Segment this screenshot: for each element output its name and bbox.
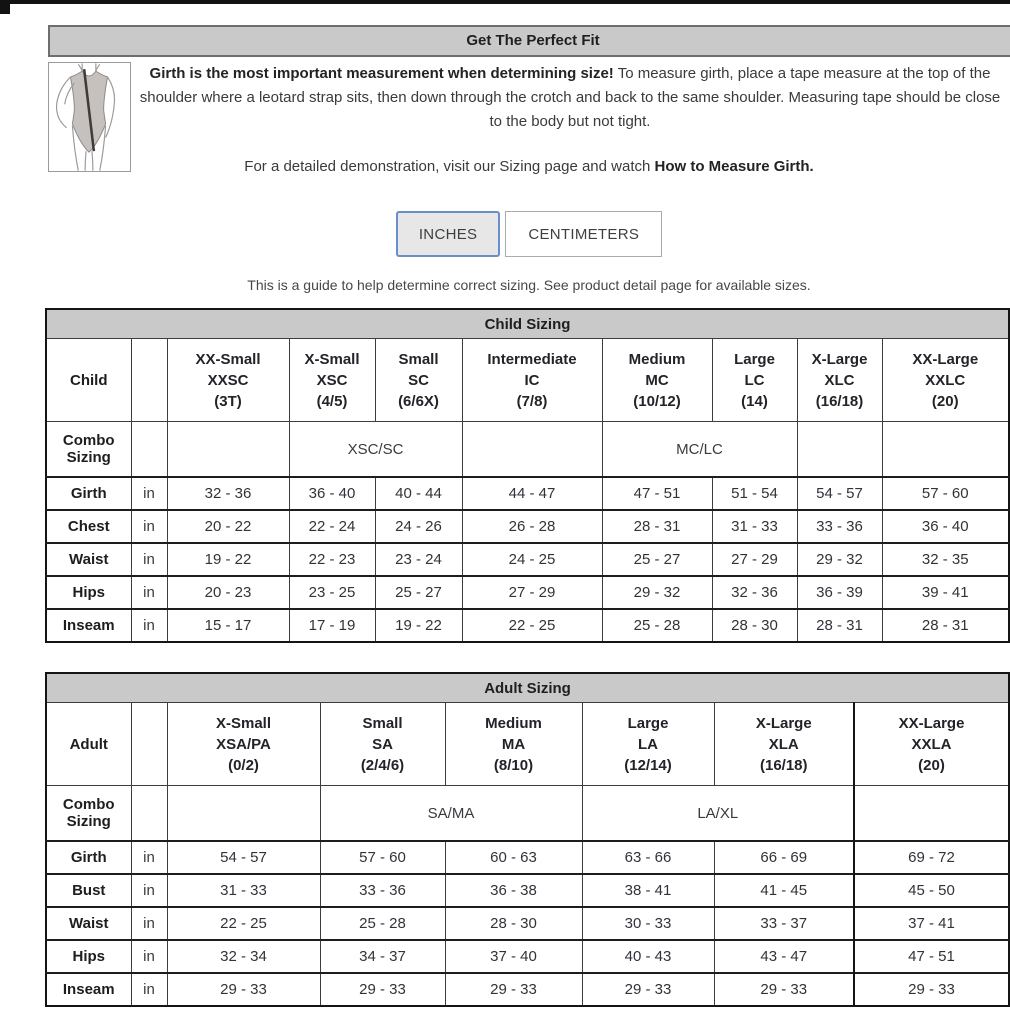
measurement-row — [46, 841, 1009, 874]
measurement-value: 28 - 30 — [712, 609, 797, 642]
measurement-value: 32 - 36 — [712, 576, 797, 609]
measurement-value: 23 - 24 — [375, 543, 462, 576]
demo-instructions — [48, 158, 1010, 175]
measurement-value: 45 - 50 — [854, 874, 1009, 907]
measurement-value: 33 - 37 — [714, 907, 854, 940]
combo-sizing-row — [46, 786, 1009, 842]
size-column-header — [602, 339, 712, 422]
measurement-unit: in — [131, 841, 167, 874]
measurement-unit: in — [131, 543, 167, 576]
size-numeric: (6/6X) — [398, 392, 439, 410]
size-numeric: (20) — [918, 756, 945, 774]
measurement-value: 31 - 33 — [167, 874, 320, 907]
page-title: Get The Perfect Fit — [48, 25, 1010, 57]
measurement-value: 37 - 41 — [854, 907, 1009, 940]
size-code: SA — [372, 735, 393, 753]
child-sizing-table — [45, 308, 1010, 643]
measurement-value: 41 - 45 — [714, 874, 854, 907]
size-name: Small — [362, 714, 403, 732]
measurement-label: Hips — [46, 940, 131, 973]
measurement-value: 37 - 40 — [445, 940, 582, 973]
combo-unit-cell — [131, 422, 167, 478]
measurement-value: 29 - 32 — [797, 543, 882, 576]
demo-instructions-text: For a detailed demonstration, visit our Sizing page and watch — [244, 158, 651, 175]
measurement-label: Hips — [46, 576, 131, 609]
size-code: XXLC — [925, 371, 966, 389]
size-code: XLA — [768, 735, 799, 753]
size-name: XX-Large — [912, 350, 979, 368]
measurement-value: 24 - 25 — [462, 543, 602, 576]
combo-cell: LA/XL — [582, 786, 854, 842]
unit-header-cell — [131, 339, 167, 422]
measurement-value: 22 - 25 — [167, 907, 320, 940]
measurement-value: 33 - 36 — [320, 874, 445, 907]
measurement-value: 17 - 19 — [289, 609, 375, 642]
measurement-value: 32 - 36 — [167, 477, 289, 510]
size-name: X-Large — [811, 350, 868, 368]
measurement-value: 36 - 40 — [882, 510, 1009, 543]
size-name: Small — [398, 350, 439, 368]
size-code: LC — [744, 371, 765, 389]
measurement-value: 29 - 33 — [714, 973, 854, 1006]
girth-instructions-lead: Girth is the most important measurement when determining size! — [149, 65, 614, 82]
size-column-header — [167, 339, 289, 422]
measurement-label: Inseam — [46, 973, 131, 1006]
measurement-value: 29 - 33 — [167, 973, 320, 1006]
measurement-value: 69 - 72 — [854, 841, 1009, 874]
girth-illustration-frame — [48, 62, 131, 172]
measurement-row — [46, 907, 1009, 940]
size-name: Large — [627, 714, 669, 732]
size-column-header — [854, 703, 1009, 786]
size-numeric: (8/10) — [493, 756, 534, 774]
measurement-value: 40 - 44 — [375, 477, 462, 510]
measurement-value: 44 - 47 — [462, 477, 602, 510]
size-name: Large — [734, 350, 775, 368]
size-code: MC — [645, 371, 669, 389]
measurement-row — [46, 973, 1009, 1006]
combo-cell: XSC/SC — [289, 422, 462, 478]
measurement-value: 22 - 25 — [462, 609, 602, 642]
size-column-header — [882, 339, 1009, 422]
size-numeric: (16/18) — [759, 756, 808, 774]
measurement-value: 47 - 51 — [854, 940, 1009, 973]
size-numeric: (16/18) — [815, 392, 864, 410]
combo-cell — [167, 422, 289, 478]
measurement-value: 32 - 34 — [167, 940, 320, 973]
measurement-unit: in — [131, 576, 167, 609]
size-numeric: (0/2) — [228, 756, 259, 774]
measurement-value: 20 - 23 — [167, 576, 289, 609]
table-title: Child Sizing — [46, 309, 1009, 339]
size-column-header — [582, 703, 714, 786]
measurement-value: 36 - 39 — [797, 576, 882, 609]
measurement-value: 34 - 37 — [320, 940, 445, 973]
size-name: Medium — [485, 714, 542, 732]
measurement-value: 15 - 17 — [167, 609, 289, 642]
size-numeric: (10/12) — [633, 392, 681, 410]
measurement-value: 25 - 27 — [375, 576, 462, 609]
measurement-value: 29 - 33 — [445, 973, 582, 1006]
measurement-value: 28 - 31 — [882, 609, 1009, 642]
measurement-value: 27 - 29 — [462, 576, 602, 609]
measurement-value: 40 - 43 — [582, 940, 714, 973]
measurement-unit: in — [131, 874, 167, 907]
measurement-value: 20 - 22 — [167, 510, 289, 543]
size-column-header — [712, 339, 797, 422]
size-code: LA — [638, 735, 658, 753]
measurement-value: 28 - 31 — [797, 609, 882, 642]
measurement-value: 66 - 69 — [714, 841, 854, 874]
size-code: XXLA — [911, 735, 952, 753]
measurement-label: Waist — [46, 543, 131, 576]
girth-instructions-body: To measure girth, place a tape measure at the top of the shoulder where a leotard strap sits, then down through the crotch and back to the same shoulder. Measuring tape should be close to the body but not tight. — [139, 65, 1001, 130]
measurement-value: 36 - 38 — [445, 874, 582, 907]
size-name: X-Small — [304, 350, 360, 368]
size-numeric: (7/8) — [516, 392, 548, 410]
measurement-value: 33 - 36 — [797, 510, 882, 543]
top-divider — [8, 0, 1010, 4]
measurement-row — [46, 543, 1009, 576]
size-code: MA — [501, 735, 526, 753]
size-code: XSC — [316, 371, 348, 389]
measurement-value: 19 - 22 — [167, 543, 289, 576]
size-code: XLC — [824, 371, 855, 389]
measurement-value: 22 - 23 — [289, 543, 375, 576]
group-label: Adult — [46, 703, 131, 786]
measurement-unit: in — [131, 907, 167, 940]
measurement-label: Bust — [46, 874, 131, 907]
size-column-header — [167, 703, 320, 786]
centimeters-button[interactable]: CENTIMETERS — [505, 211, 662, 257]
measurement-value: 54 - 57 — [797, 477, 882, 510]
demo-instructions-bold: How to Measure Girth. — [654, 158, 814, 175]
measurement-value: 43 - 47 — [714, 940, 854, 973]
combo-label: Combo Sizing — [46, 422, 131, 478]
measurement-label: Waist — [46, 907, 131, 940]
measurement-value: 57 - 60 — [320, 841, 445, 874]
measurement-value: 39 - 41 — [882, 576, 1009, 609]
measurement-value: 47 - 51 — [602, 477, 712, 510]
girth-instructions — [135, 62, 1005, 134]
inches-button[interactable]: INCHES — [396, 211, 500, 257]
combo-cell — [882, 422, 1009, 478]
measurement-unit: in — [131, 510, 167, 543]
table-title-row — [46, 309, 1009, 339]
measurement-value: 28 - 30 — [445, 907, 582, 940]
size-header-row — [46, 339, 1009, 422]
size-numeric: (2/4/6) — [360, 756, 405, 774]
size-name: Intermediate — [487, 350, 577, 368]
measurement-value: 26 - 28 — [462, 510, 602, 543]
table-title: Adult Sizing — [46, 673, 1009, 703]
unit-header-cell — [131, 703, 167, 786]
measurement-value: 25 - 27 — [602, 543, 712, 576]
size-column-header — [289, 339, 375, 422]
size-column-header — [445, 703, 582, 786]
measurement-value: 51 - 54 — [712, 477, 797, 510]
measurement-value: 24 - 26 — [375, 510, 462, 543]
size-name: X-Large — [755, 714, 812, 732]
size-numeric: (20) — [931, 392, 959, 410]
measurement-value: 57 - 60 — [882, 477, 1009, 510]
combo-label: Combo Sizing — [46, 786, 131, 842]
measurement-value: 29 - 32 — [602, 576, 712, 609]
sizing-note: This is a guide to help determine correct sizing. See product detail page for available sizes. — [247, 277, 811, 293]
size-column-header — [714, 703, 854, 786]
size-numeric: (12/14) — [624, 756, 672, 774]
size-column-header — [797, 339, 882, 422]
size-code: IC — [524, 371, 540, 389]
size-numeric: (4/5) — [316, 392, 348, 410]
table-title-row — [46, 673, 1009, 703]
measurement-row — [46, 874, 1009, 907]
girth-measurement-illustration — [49, 63, 130, 171]
measurement-value: 60 - 63 — [445, 841, 582, 874]
measurement-value: 25 - 28 — [602, 609, 712, 642]
size-name: X-Small — [215, 714, 272, 732]
measurement-value: 28 - 31 — [602, 510, 712, 543]
measurement-value: 36 - 40 — [289, 477, 375, 510]
measurement-row — [46, 940, 1009, 973]
size-name: XX-Large — [898, 714, 965, 732]
measurement-unit: in — [131, 477, 167, 510]
measurement-value: 30 - 33 — [582, 907, 714, 940]
size-numeric: (14) — [741, 392, 768, 410]
measurement-row — [46, 576, 1009, 609]
combo-cell: SA/MA — [320, 786, 582, 842]
measurement-value: 38 - 41 — [582, 874, 714, 907]
size-numeric: (3T) — [214, 392, 242, 410]
size-column-header — [375, 339, 462, 422]
measurement-value: 31 - 33 — [712, 510, 797, 543]
combo-cell — [854, 786, 1009, 842]
measurement-value: 29 - 33 — [320, 973, 445, 1006]
size-column-header — [320, 703, 445, 786]
combo-cell — [462, 422, 602, 478]
measurement-unit: in — [131, 940, 167, 973]
measurement-label: Girth — [46, 841, 131, 874]
measurement-value: 63 - 66 — [582, 841, 714, 874]
size-name: Medium — [628, 350, 686, 368]
size-name: XX-Small — [195, 350, 261, 368]
measurement-label: Inseam — [46, 609, 131, 642]
combo-cell — [167, 786, 320, 842]
measurement-unit: in — [131, 973, 167, 1006]
combo-sizing-row — [46, 422, 1009, 478]
adult-sizing-table — [45, 672, 1010, 1007]
measurement-value: 32 - 35 — [882, 543, 1009, 576]
measurement-unit: in — [131, 609, 167, 642]
measurement-value: 29 - 33 — [582, 973, 714, 1006]
size-code: XXSC — [207, 371, 249, 389]
size-header-row — [46, 703, 1009, 786]
measurement-value: 19 - 22 — [375, 609, 462, 642]
unit-toggle — [48, 211, 1010, 257]
measurement-value: 22 - 24 — [289, 510, 375, 543]
measurement-value: 25 - 28 — [320, 907, 445, 940]
size-column-header — [462, 339, 602, 422]
measurement-value: 23 - 25 — [289, 576, 375, 609]
group-label: Child — [46, 339, 131, 422]
size-code: SC — [408, 371, 429, 389]
measurement-row — [46, 609, 1009, 642]
combo-unit-cell — [131, 786, 167, 842]
measurement-label: Chest — [46, 510, 131, 543]
combo-cell — [797, 422, 882, 478]
measurement-label: Girth — [46, 477, 131, 510]
combo-cell: MC/LC — [602, 422, 797, 478]
measurement-value: 54 - 57 — [167, 841, 320, 874]
size-code: XSA/PA — [216, 735, 271, 753]
measurement-row — [46, 510, 1009, 543]
measurement-value: 27 - 29 — [712, 543, 797, 576]
measurement-value: 29 - 33 — [854, 973, 1009, 1006]
measurement-row — [46, 477, 1009, 510]
